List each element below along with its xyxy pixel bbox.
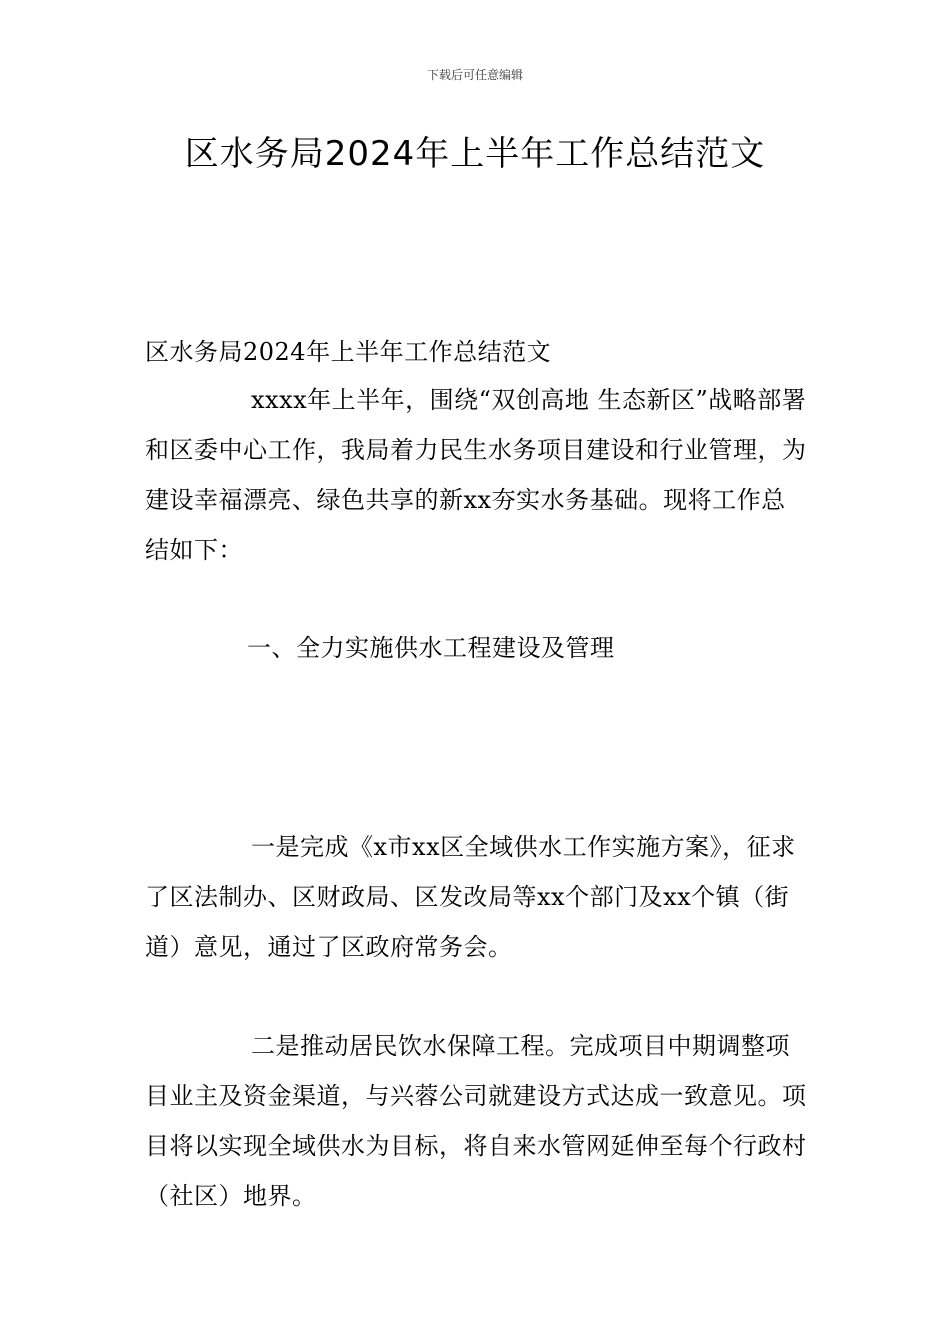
paragraph-2: 二是推动居民饮水保障工程。完成项目中期调整项目业主及资金渠道，与兴蓉公司就建设方式达成一致意见。项目将以实现全域供水为目标，将自来水管网延伸至每个行政村（社区）地界。 xyxy=(145,1032,807,1210)
paragraph-1: 一是完成《x市xx区全域供水工作实施方案》，征求了区法制办、区财政局、区发改局等xx个部门及xx个镇（街道）意见，通过了区政府常务会。 xyxy=(145,833,796,961)
document-title: 区水务局2024年上半年工作总结范文 xyxy=(184,134,766,174)
intro-paragraph: xxxx年上半年，围绕“双创高地 生态新区”战略部署和区委中心工作，我局着力民生水务项目建设和行业管理，为建设幸福漂亮、绿色共享的新xx夯实水务基础。现将工作总结如下： xyxy=(145,386,807,564)
header-note: 下载后可任意编辑 xyxy=(426,68,523,82)
document-subtitle: 区水务局2024年上半年工作总结范文 xyxy=(145,338,552,366)
section-heading: 一、全力实施供水工程建设及管理 xyxy=(247,634,615,662)
